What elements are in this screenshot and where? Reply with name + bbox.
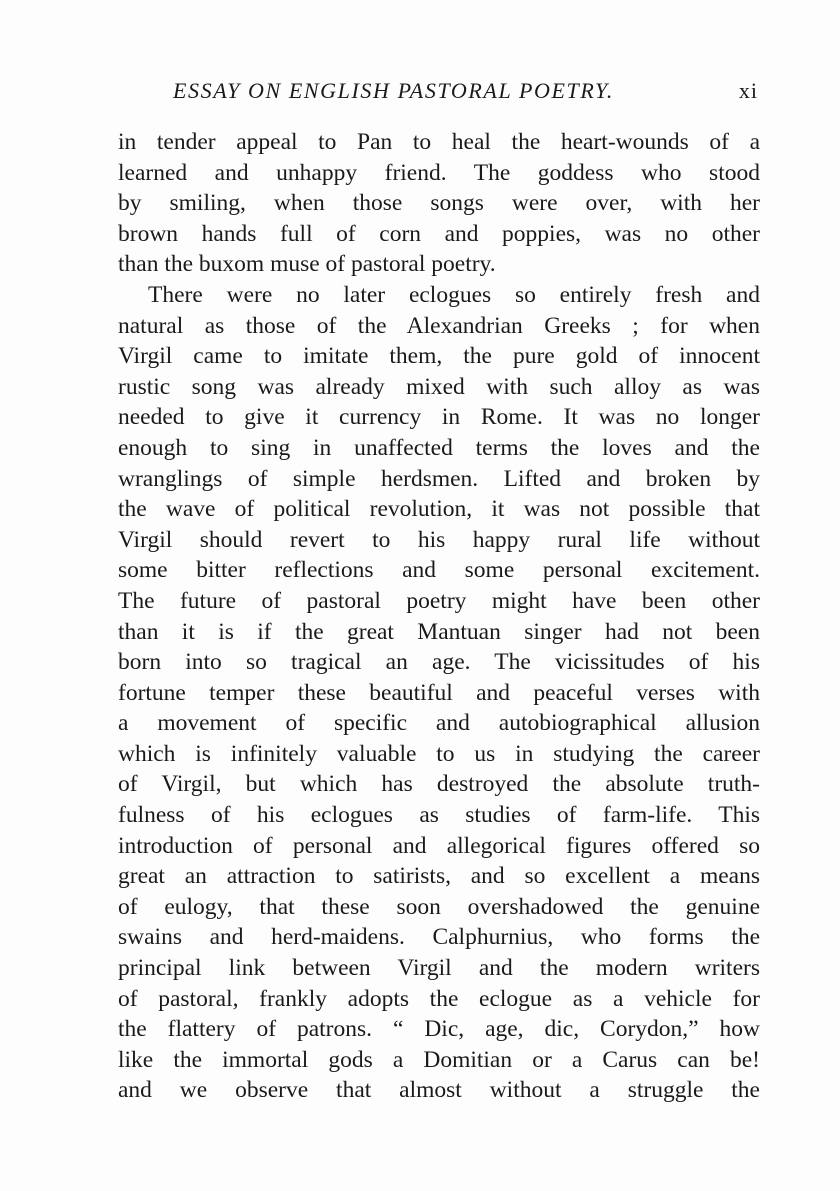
text-line: a movement of specific and autobiographical allusion [118, 710, 760, 737]
text-line: fulness of his eclogues as studies of farm-life. This [118, 802, 760, 829]
text-line: like the immortal gods a Domitian or a Carus can be! [118, 1046, 760, 1073]
text-line-paragraph-end: than the buxom muse of pastoral poetry. [118, 251, 496, 278]
page-number: xi [738, 78, 758, 103]
text-line: introduction of personal and allegorical figures offered so [118, 832, 760, 859]
text-line: Virgil should revert to his happy rural life without [118, 526, 760, 553]
text-line: the wave of political revolution, it was not possible that [118, 496, 760, 523]
text-line-paragraph-start: There were no later eclogues so entirely fresh and [148, 281, 760, 308]
text-line: brown hands full of corn and poppies, was no other [118, 220, 760, 247]
text-line: of Virgil, but which has destroyed the absolute truth- [118, 771, 760, 798]
text-line: The future of pastoral poetry might have been other [118, 587, 760, 614]
text-line: born into so tragical an age. The vicissitudes of his [118, 649, 760, 676]
text-line: principal link between Virgil and the modern writers [118, 955, 760, 982]
text-line: and we observe that almost without a struggle the [118, 1077, 760, 1104]
text-line: natural as those of the Alexandrian Greeks ; for when [118, 312, 760, 339]
text-line: wranglings of simple herdsmen. Lifted and broken by [118, 465, 760, 492]
text-line: some bitter reflections and some personal excitement. [118, 557, 760, 584]
text-line: than it is if the great Mantuan singer had not been [118, 618, 760, 645]
text-line: in tender appeal to Pan to heal the heart-wounds of a [118, 129, 760, 155]
text-line: learned and unhappy friend. The goddess who stood [118, 159, 760, 186]
text-line: which is infinitely valuable to us in studying the career [118, 740, 760, 767]
text-line: of eulogy, that these soon overshadowed the genuine [118, 893, 760, 920]
text-line: the flattery of patrons. “ Dic, age, dic, Corydon,” how [118, 1016, 760, 1043]
text-line: by smiling, when those songs were over, with her [118, 190, 760, 217]
text-line: needed to give it currency in Rome. It was no longer [118, 404, 760, 431]
text-line: enough to sing in unaffected terms the loves and the [118, 434, 760, 461]
text-line: great an attraction to satirists, and so excellent a means [118, 863, 760, 890]
running-title: ESSAY ON ENGLISH PASTORAL POETRY. [173, 78, 614, 103]
running-head [118, 76, 760, 106]
text-line: Virgil came to imitate them, the pure gold of innocent [118, 343, 760, 370]
body-text [118, 127, 760, 1106]
text-line: of pastoral, frankly adopts the eclogue as a vehicle for [118, 985, 760, 1012]
text-line: swains and herd-maidens. Calphurnius, who forms the [118, 924, 760, 951]
text-line: rustic song was already mixed with such alloy as was [118, 373, 760, 400]
text-line: fortune temper these beautiful and peaceful verses with [118, 679, 760, 706]
